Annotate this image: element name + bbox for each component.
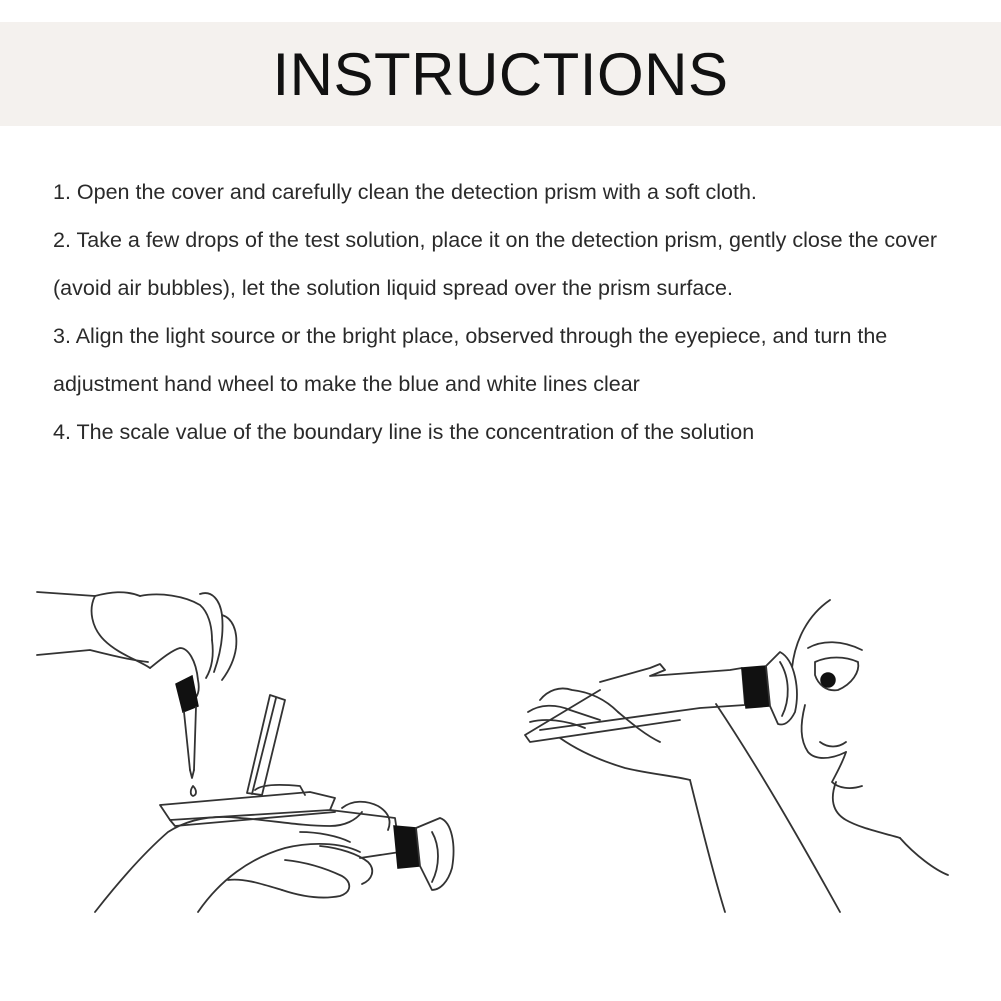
viewing-hand-icon (528, 688, 840, 912)
usage-illustration (0, 540, 1001, 980)
face-profile-icon (792, 600, 948, 875)
holding-hand-icon (95, 802, 390, 912)
eyepiece-refractometer-icon (525, 652, 797, 742)
title-banner (0, 22, 1001, 126)
dropper-icon (176, 676, 198, 796)
viewing-scene-illustration (525, 600, 948, 912)
step-4: 4. The scale value of the boundary line is the concentration of the solution (53, 420, 755, 444)
refractometer-icon (160, 695, 454, 890)
dropper-hand-icon (37, 592, 236, 700)
step-2: 2. Take a few drops of the test solution, place it on the detection prism, gently close the cover (avoid air bubbles), let the solution liquid spread over the prism surface. (53, 228, 937, 300)
instruction-steps (53, 168, 973, 456)
page-title: INSTRUCTIONS (272, 41, 729, 108)
step-3: 3. Align the light source or the bright place, observed through the eyepiece, and turn the adjustment hand wheel to make the blue and white lines clear (53, 324, 888, 396)
step-1: 1. Open the cover and carefully clean the detection prism with a soft cloth. (53, 180, 757, 204)
dropper-scene-illustration (37, 592, 454, 912)
